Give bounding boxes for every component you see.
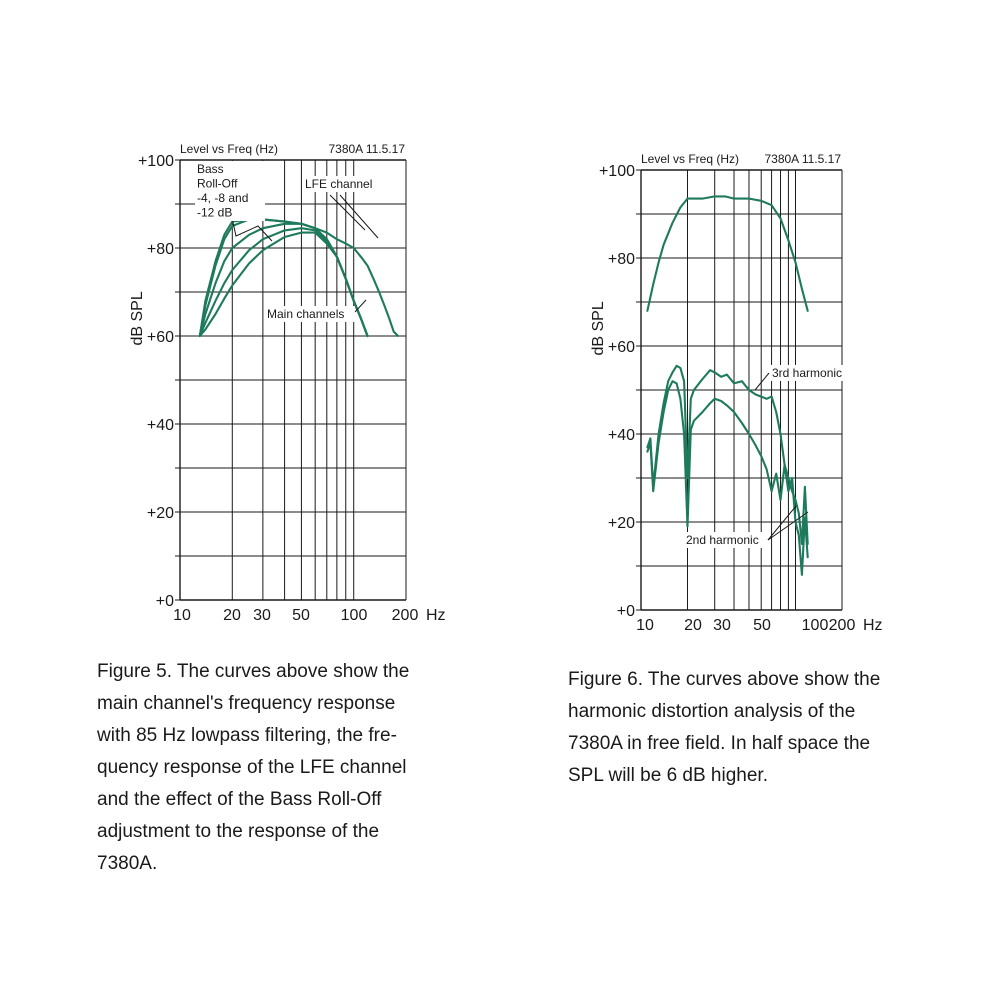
- x-tick-label: 100: [340, 607, 368, 624]
- y-tick-label: +0: [616, 603, 635, 620]
- figure6-caption-line: 7380A in free field. In half space the: [568, 733, 871, 754]
- y-tick-label: +40: [607, 427, 635, 444]
- figure6-caption-line: harmonic distortion analysis of the: [568, 701, 856, 722]
- series-group: [647, 196, 807, 574]
- x-tick-label: 50: [753, 617, 771, 634]
- x-tick-label: 20: [684, 617, 702, 634]
- x-tick-label: 30: [253, 607, 271, 624]
- y-tick-label: +0: [155, 593, 174, 610]
- y-axis-label: dB SPL: [129, 291, 146, 346]
- y-tick-label: +60: [607, 339, 635, 356]
- y-tick-label: +100: [137, 153, 174, 170]
- y-tick-label: +80: [146, 241, 174, 258]
- annotation-1: [770, 365, 853, 381]
- y-tick-label: +20: [146, 505, 174, 522]
- x-axis-label: Hz: [426, 607, 446, 624]
- figure5-caption-line: quency response of the LFE channel: [97, 757, 407, 778]
- chart-title: Level vs Freq (Hz): [180, 142, 279, 156]
- annotation-text: Main channels: [267, 307, 345, 321]
- figure6-caption-line: Figure 6. The curves above show the: [568, 669, 881, 690]
- annotation-text: Roll-Off: [197, 176, 238, 191]
- figure5-caption-line: and the effect of the Bass Roll-Off: [97, 789, 382, 810]
- x-tick-label: 20: [223, 607, 241, 624]
- x-axis-label: Hz: [863, 617, 883, 634]
- annotation-2: [684, 532, 767, 548]
- chart-title: Level vs Freq (Hz): [641, 152, 740, 166]
- x-tick-label: 30: [713, 617, 731, 634]
- figure5-caption-line: with 85 Hz lowpass filtering, the fre-: [97, 725, 397, 746]
- figure5-chart: [129, 142, 446, 624]
- annotation-3: [265, 306, 355, 322]
- x-tick-label: 100: [801, 617, 829, 634]
- y-tick-label: +60: [146, 329, 174, 346]
- annotation-text: -12 dB: [197, 205, 233, 220]
- figure5-caption: [97, 656, 477, 880]
- figure6-caption-line: SPL will be 6 dB higher.: [568, 765, 768, 786]
- figure5-caption-line: main channel's frequency response: [97, 693, 396, 714]
- y-tick-label: +20: [607, 515, 635, 532]
- x-tick-label: 200: [391, 607, 419, 624]
- chart-subtitle: 7380A 11.5.17: [764, 152, 841, 166]
- annotation-2: [303, 176, 380, 192]
- y-tick-label: +40: [146, 417, 174, 434]
- annotation-text: 2nd harmonic: [686, 533, 759, 547]
- x-tick-label: 10: [636, 617, 654, 634]
- annotation-leader-line: [330, 195, 365, 230]
- annotation-text: LFE channel: [305, 177, 373, 191]
- chart-subtitle: 7380A 11.5.17: [328, 142, 405, 156]
- x-tick-label: 50: [292, 607, 310, 624]
- annotation-text: -4, -8 and: [197, 191, 249, 205]
- figure6-chart: [590, 152, 883, 634]
- figure5-caption-line: adjustment to the response of the: [97, 821, 380, 842]
- annotation-text: 3rd harmonic: [772, 366, 843, 380]
- annotation-text: Bass: [197, 162, 224, 176]
- annotation-1: [195, 161, 265, 221]
- figure6-caption: [568, 664, 958, 792]
- y-tick-label: +100: [598, 163, 635, 180]
- figure5-caption-line: 7380A.: [97, 853, 158, 874]
- x-tick-label: 200: [828, 617, 856, 634]
- figure5-caption-line: Figure 5. The curves above show the: [97, 661, 410, 682]
- y-axis-label: dB SPL: [590, 301, 607, 356]
- annotation-leader-line: [755, 373, 769, 390]
- grid: [175, 160, 406, 600]
- y-tick-label: +80: [607, 251, 635, 268]
- x-tick-label: 10: [173, 607, 191, 624]
- series-line-2: [647, 366, 807, 544]
